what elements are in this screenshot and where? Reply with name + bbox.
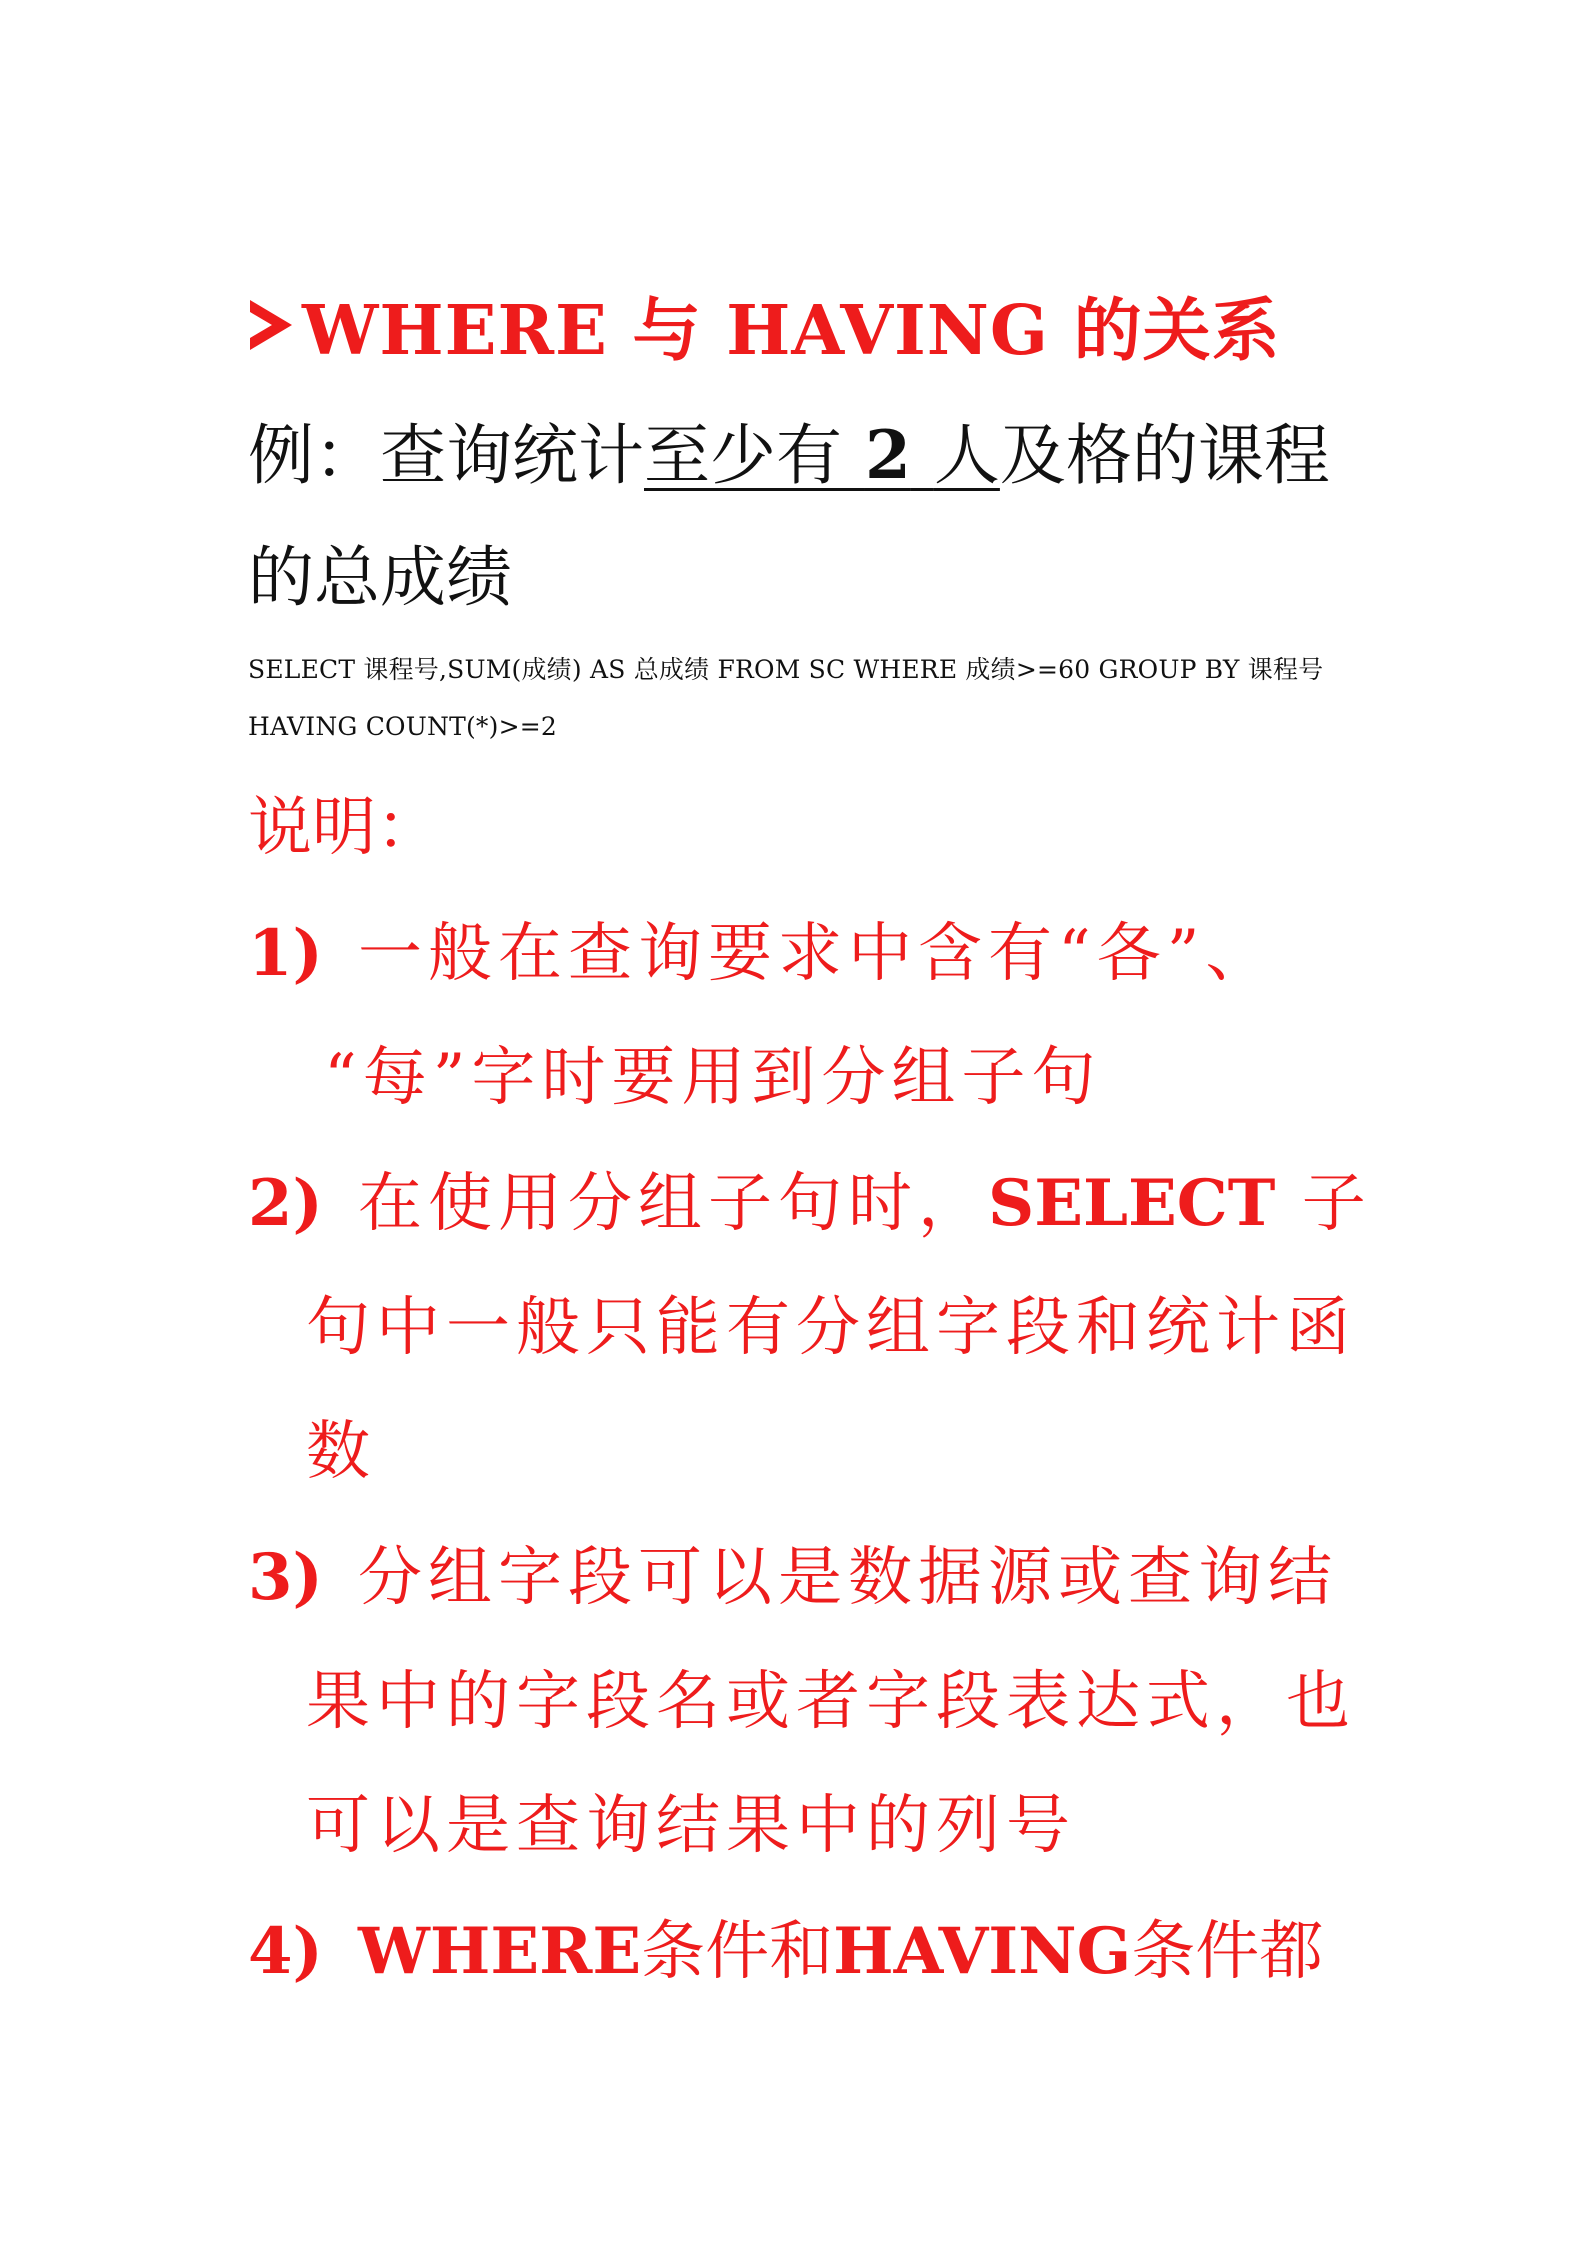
example-underlined-part2: 人 xyxy=(933,417,1000,494)
item-number: 3) xyxy=(248,1540,323,1615)
item-number: 2) xyxy=(248,1166,323,1241)
item-4-where: WHERE xyxy=(358,1914,642,1989)
example-suffix: 及格的课程 xyxy=(999,417,1330,494)
explanation-title: 说明： xyxy=(248,791,440,865)
item-3-line-2: 果中的字段名或者字段表达式，也 xyxy=(306,1665,1356,1739)
item-2-line-1-c: 子 xyxy=(1275,1167,1372,1241)
item-1-line-2: “每”字时要用到分组子句 xyxy=(324,1041,1102,1115)
example-line-2: 的总成绩 xyxy=(248,539,512,616)
item-2-line-2: 句中一般只能有分组字段和统计函 xyxy=(306,1291,1356,1365)
item-4-text-a: 条件和 xyxy=(641,1915,834,1989)
item-3-line-1: 分组字段可以是数据源或查询结 xyxy=(358,1541,1338,1615)
heading-text: WHERE 与 HAVING 的关系 xyxy=(302,290,1281,371)
item-number: 1) xyxy=(248,916,323,991)
item-2-line-3: 数 xyxy=(306,1415,376,1489)
example-prefix: 例：查询统计 xyxy=(248,417,644,494)
item-number: 4) xyxy=(248,1914,323,1989)
item-4-text-b: 条件都 xyxy=(1131,1915,1324,1989)
example-line-1 xyxy=(248,395,1358,516)
item-2-line-1 xyxy=(358,1142,1372,1266)
example-number: 2 xyxy=(864,416,911,494)
sql-line-1: SELECT 课程号,SUM(成绩) AS 总成绩 FROM SC WHERE 成绩>=60 GROUP BY 课程号 xyxy=(248,655,1324,684)
item-1-line-1: 一般在查询要求中含有“各”、 xyxy=(358,917,1276,991)
item-4-having: HAVING xyxy=(833,1914,1132,1989)
example-underlined-part1: 至少有 xyxy=(644,417,842,494)
example-underlined-number xyxy=(842,416,934,494)
item-3-line-3: 可以是查询结果中的列号 xyxy=(306,1789,1076,1863)
section-heading xyxy=(248,275,1281,375)
item-2-line-1-a: 在使用分组子句时， xyxy=(358,1167,988,1241)
item-2-line-1-b: SELECT xyxy=(988,1166,1276,1241)
sql-line-2: HAVING COUNT(*)>=2 xyxy=(248,712,557,741)
item-4-line-1 xyxy=(358,1890,1323,2014)
arrow-bullet-icon xyxy=(248,298,294,352)
